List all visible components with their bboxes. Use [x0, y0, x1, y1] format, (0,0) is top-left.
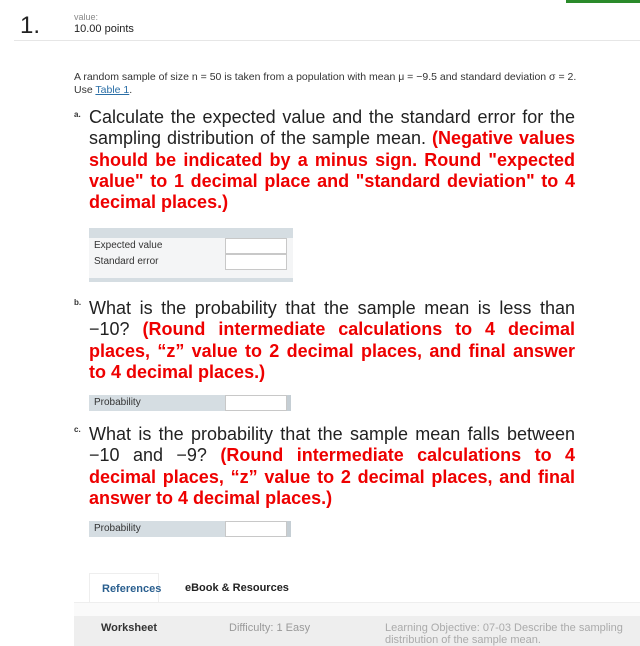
table-header [89, 228, 293, 238]
use-suffix: . [129, 83, 133, 96]
answer-table-a [89, 228, 293, 282]
part-a-question [89, 107, 575, 213]
rounding-instruction: (Round intermediate calculations to 4 decimal places, “z” value to 2 decimal places, and final answer to 4 decimal places.) [89, 319, 575, 382]
part-c-marker: c. [74, 425, 81, 434]
references-panel [74, 602, 640, 646]
divider [14, 40, 640, 41]
tab-ebook-resources[interactable]: eBook & Resources [185, 582, 289, 594]
part-b-question [89, 298, 575, 383]
table-row [89, 254, 293, 270]
question-text: What is the probability that the sample mean is less than −10? [89, 298, 575, 340]
rounding-instruction: (Negative values should be indicated by a minus sign. Round "expected value" to 1 decimal place and "standard deviation" to 4 decimal places.) [89, 128, 575, 213]
row-label: Probability [94, 523, 141, 534]
standard-error-input[interactable] [225, 254, 287, 270]
probability-input-c[interactable] [225, 521, 287, 537]
probability-row-c [89, 521, 291, 537]
expected-value-input[interactable] [225, 238, 287, 254]
table-footer [89, 278, 293, 282]
row-label: Expected value [94, 240, 163, 251]
reference-row [74, 616, 640, 646]
problem-intro [74, 71, 594, 96]
table-1-link[interactable]: Table 1 [95, 83, 130, 96]
part-c-question [89, 424, 575, 509]
difficulty-label: Difficulty: 1 Easy [229, 622, 311, 634]
table-row [89, 238, 293, 254]
row-label: Probability [94, 397, 141, 408]
points-value: 10.00 points [74, 23, 134, 35]
value-label: value: [74, 12, 99, 22]
row-label: Standard error [94, 256, 159, 267]
learning-objective: Learning Objective: 07-03 Describe the sampling distribution of the sample mean. [385, 622, 623, 646]
progress-indicator [566, 0, 640, 3]
part-a-marker: a. [74, 110, 81, 119]
use-prefix: Use [74, 83, 96, 96]
question-number: 1. [20, 12, 41, 39]
worksheet-label[interactable]: Worksheet [101, 622, 158, 634]
intro-text: A random sample of size n = 50 is taken from a population with mean μ = −9.5 and standard deviation σ = 2. [74, 71, 577, 83]
tab-references[interactable]: References [89, 573, 159, 603]
question-text: What is the probability that the sample mean falls between −10 and −9? [89, 424, 575, 466]
rounding-instruction: (Round intermediate calculations to 4 decimal places, “z” value to 2 decimal places, and final answer to 4 decimal places.) [89, 445, 575, 508]
part-b-marker: b. [74, 298, 82, 307]
question-text: Calculate the expected value and the standard error for the sampling distribution of the sample mean. [89, 107, 575, 149]
probability-row-b [89, 395, 291, 411]
probability-input-b[interactable] [225, 395, 287, 411]
